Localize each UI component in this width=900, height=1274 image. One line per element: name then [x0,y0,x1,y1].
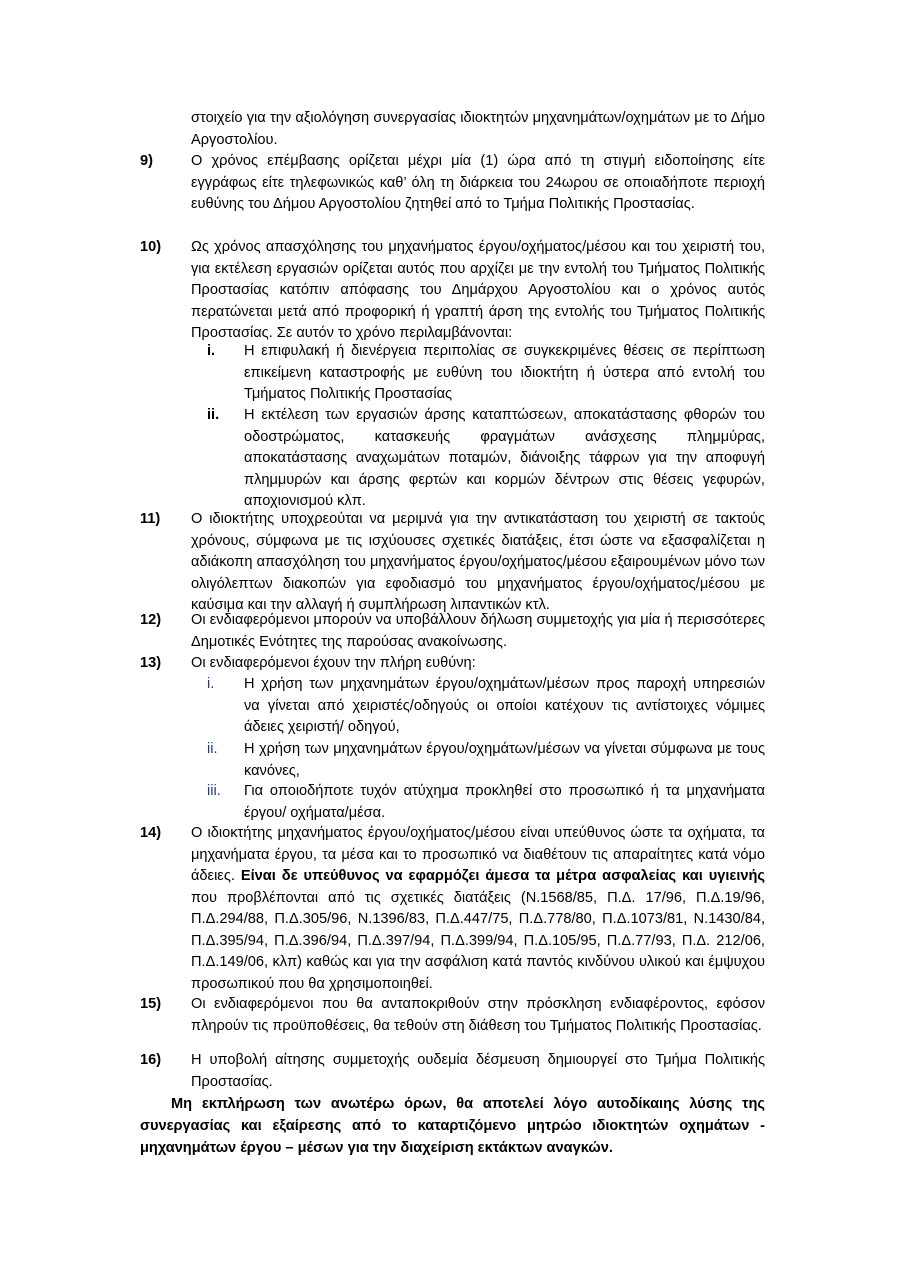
list-item-10 [140,237,765,345]
sublist-item-13-iii [190,781,765,824]
sublist-item-10-i [190,341,765,406]
list-item-15 [140,994,765,1037]
sub-item-text: Για οποιοδήποτε τυχόν ατύχημα προκληθεί στο προσωπικό ή τα μηχανήματα έργου/ οχήματα/μέσα. [244,783,765,821]
list-item-12 [140,610,765,653]
list-item-11 [140,509,765,617]
item-number: 10) [140,239,162,255]
item-text: Ο ιδιοκτήτης υποχρεούται να μεριμνά για την αντικατάσταση του χειριστή σε τακτούς χρόνους, σύμφωνα με τις ισχύουσες σχετικές διατάξεις, έτσι ώστε να εξασφαλίζεται η αδιάκοπη απασχόληση του μηχανήματος έργου/οχήματος/μέσου εξαιρουμένων μόνο των ολιγόλεπτων διακοπών για εφοδιασμό του μηχανήματος έργου/οχήματος/μέσου με καύσιμα και την αλλαγή ή συμπλήρωση λιπαντικών κτλ. [191,511,765,613]
list-item-16 [140,1050,765,1093]
item-number: 13) [140,655,162,671]
sub-item-text: Η εκτέλεση των εργασιών άρσης καταπτώσεων, αποκατάστασης φθορών του οδοστρώματος, κατασκευής φραγμάτων ανάσχεσης πλημμύρας, αποκατάστασης αναχωμάτων ποταμών, διάνοιξης τάφρων για την αποφυγή πλημμυρών και άρσης φερτών και κορμών δέντρων στις θέσεις γεφυρών, αποχιονισμού κλπ. [244,407,765,509]
list-item-14 [140,823,765,995]
sublist-item-13-i [190,674,765,739]
item-number: 16) [140,1052,162,1068]
item-number: 11) [140,511,161,527]
sub-item-text: Η χρήση των μηχανημάτων έργου/οχημάτων/μέσων προς παροχή υπηρεσιών να γίνεται από χειριστές/οδηγούς οι οποίοι κατέχουν τις αντίστοιχες νόμιμες άδειες χειριστή/ οδηγού, [244,676,765,735]
item-text [191,823,765,995]
item-text-emphasis: Είναι δε υπεύθυνος να εφαρμόζει άμεσα τα μέτρα ασφαλείας και υγιεινής [240,868,765,884]
item-number: 9) [140,153,153,169]
item-text: Οι ενδιαφερόμενοι μπορούν να υποβάλλουν δήλωση συμμετοχής για μία ή περισσότερες Δημοτικές Ενότητες της παρούσας ανακοίνωσης. [191,612,765,650]
sub-item-text: Η επιφυλακή ή διενέργεια περιπολίας σε συγκεκριμένες θέσεις σε περίπτωση επικείμενη καταστροφής με ευθύνη του ιδιοκτήτη ή ύστερα από εντολή του Τμήματος Πολιτικής Προστασίας [244,343,765,402]
sub-item-number: i. [207,676,215,692]
sub-item-number: iii. [207,783,221,799]
item-text: Οι ενδιαφερόμενοι που θα ανταποκριθούν στην πρόσκληση ενδιαφέροντος, εφόσον πληρούν τις προϋποθέσεις, θα τεθούν στη διάθεση του Τμήματος Πολιτικής Προστασίας. [191,996,765,1034]
sub-item-number: ii. [207,407,220,423]
item-text: Ο χρόνος επέμβασης ορίζεται μέχρι μία (1) ώρα από τη στιγμή ειδοποίησης είτε εγγράφως είτε τηλεφωνικώς καθ’ όλη τη διάρκεια του 24ωρου σε οποιαδήποτε περιοχή ευθύνης του Δήμου Αργοστολίου ζητηθεί από το Τμήμα Πολιτικής Προστασίας. [191,153,765,212]
item-text: Ως χρόνος απασχόλησης του μηχανήματος έργου/οχήματος/μέσου και του χειριστή του, για εκτέλεση εργασιών ορίζεται αυτός που αρχίζει με την εντολή του Τμήματος Πολιτικής Προστασίας κατόπιν απόφασης του Δημάρχου Αργοστολίου και ο χρόνος αυτός περατώνεται μετά από προφορική ή γραπτή άρση της εντολής του Τμήματος Πολιτικής Προστασίας. Σε αυτόν το χρόνο περιλαμβάνονται: [191,239,765,341]
item-text: Η υποβολή αίτησης συμμετοχής ουδεμία δέσμευση δημιουργεί στο Τμήμα Πολιτικής Προστασίας. [191,1052,765,1090]
item-text-part: Ο ιδιοκτήτης μηχανήματος έργου/οχήματος/μέσου είναι υπεύθυνος ώστε τα οχήματα, τα μηχανήματα έργου, τα μέσα και το προσωπικό να διαθέτουν τις απαραίτητες κατά νόμο άδειες. [191,825,765,884]
sublist-item-10-ii [190,405,765,513]
item-text-part: που προβλέπονται από τις σχετικές διατάξεις (Ν.1568/85, Π.Δ. 17/96, Π.Δ.19/96, Π.Δ.294/88, Π.Δ.305/96, Ν.1396/83, Π.Δ.447/75, Π.Δ.778/80, Π.Δ.1073/81, Ν.1430/84, Π.Δ.395/94, Π.Δ.396/94, Π.Δ.397/94, Π.Δ.399/94, Π.Δ.105/95, Π.Δ.77/93, Π.Δ. 212/06, Π.Δ.149/06, κλπ) καθώς και για την ασφάλιση κατά παντός κινδύνου υλικού και έμψυχου προσωπικού που θα χρησιμοποιηθεί. [191,889,765,992]
sub-item-number: i. [207,343,216,359]
list-item-13 [140,653,765,675]
item-number: 12) [140,612,162,628]
sub-item-text: Η χρήση των μηχανημάτων έργου/οχημάτων/μέσων να γίνεται σύμφωνα με τους κανόνες, [244,741,765,779]
closing-statement: Μη εκπλήρωση των ανωτέρω όρων, θα αποτελεί λόγο αυτοδίκαιης λύσης της συνεργασίας και εξαίρεσης από το καταρτιζόμενο μητρώο ιδιοκτητών οχημάτων - μηχανημάτων έργου – μέσων για την διαχείριση εκτάκτων αναγκών. [140,1096,765,1156]
sub-item-number: ii. [207,741,218,757]
item-text: Οι ενδιαφερόμενοι έχουν την πλήρη ευθύνη: [191,655,476,671]
item-number: 14) [140,825,162,841]
sublist-item-13-ii [190,739,765,782]
item-number: 15) [140,996,162,1012]
continuation-paragraph: στοιχείο για την αξιολόγηση συνεργασίας ιδιοκτητών μηχανημάτων/οχημάτων με το Δήμο Αργοστολίου. [191,110,765,148]
list-item-9 [140,151,765,216]
